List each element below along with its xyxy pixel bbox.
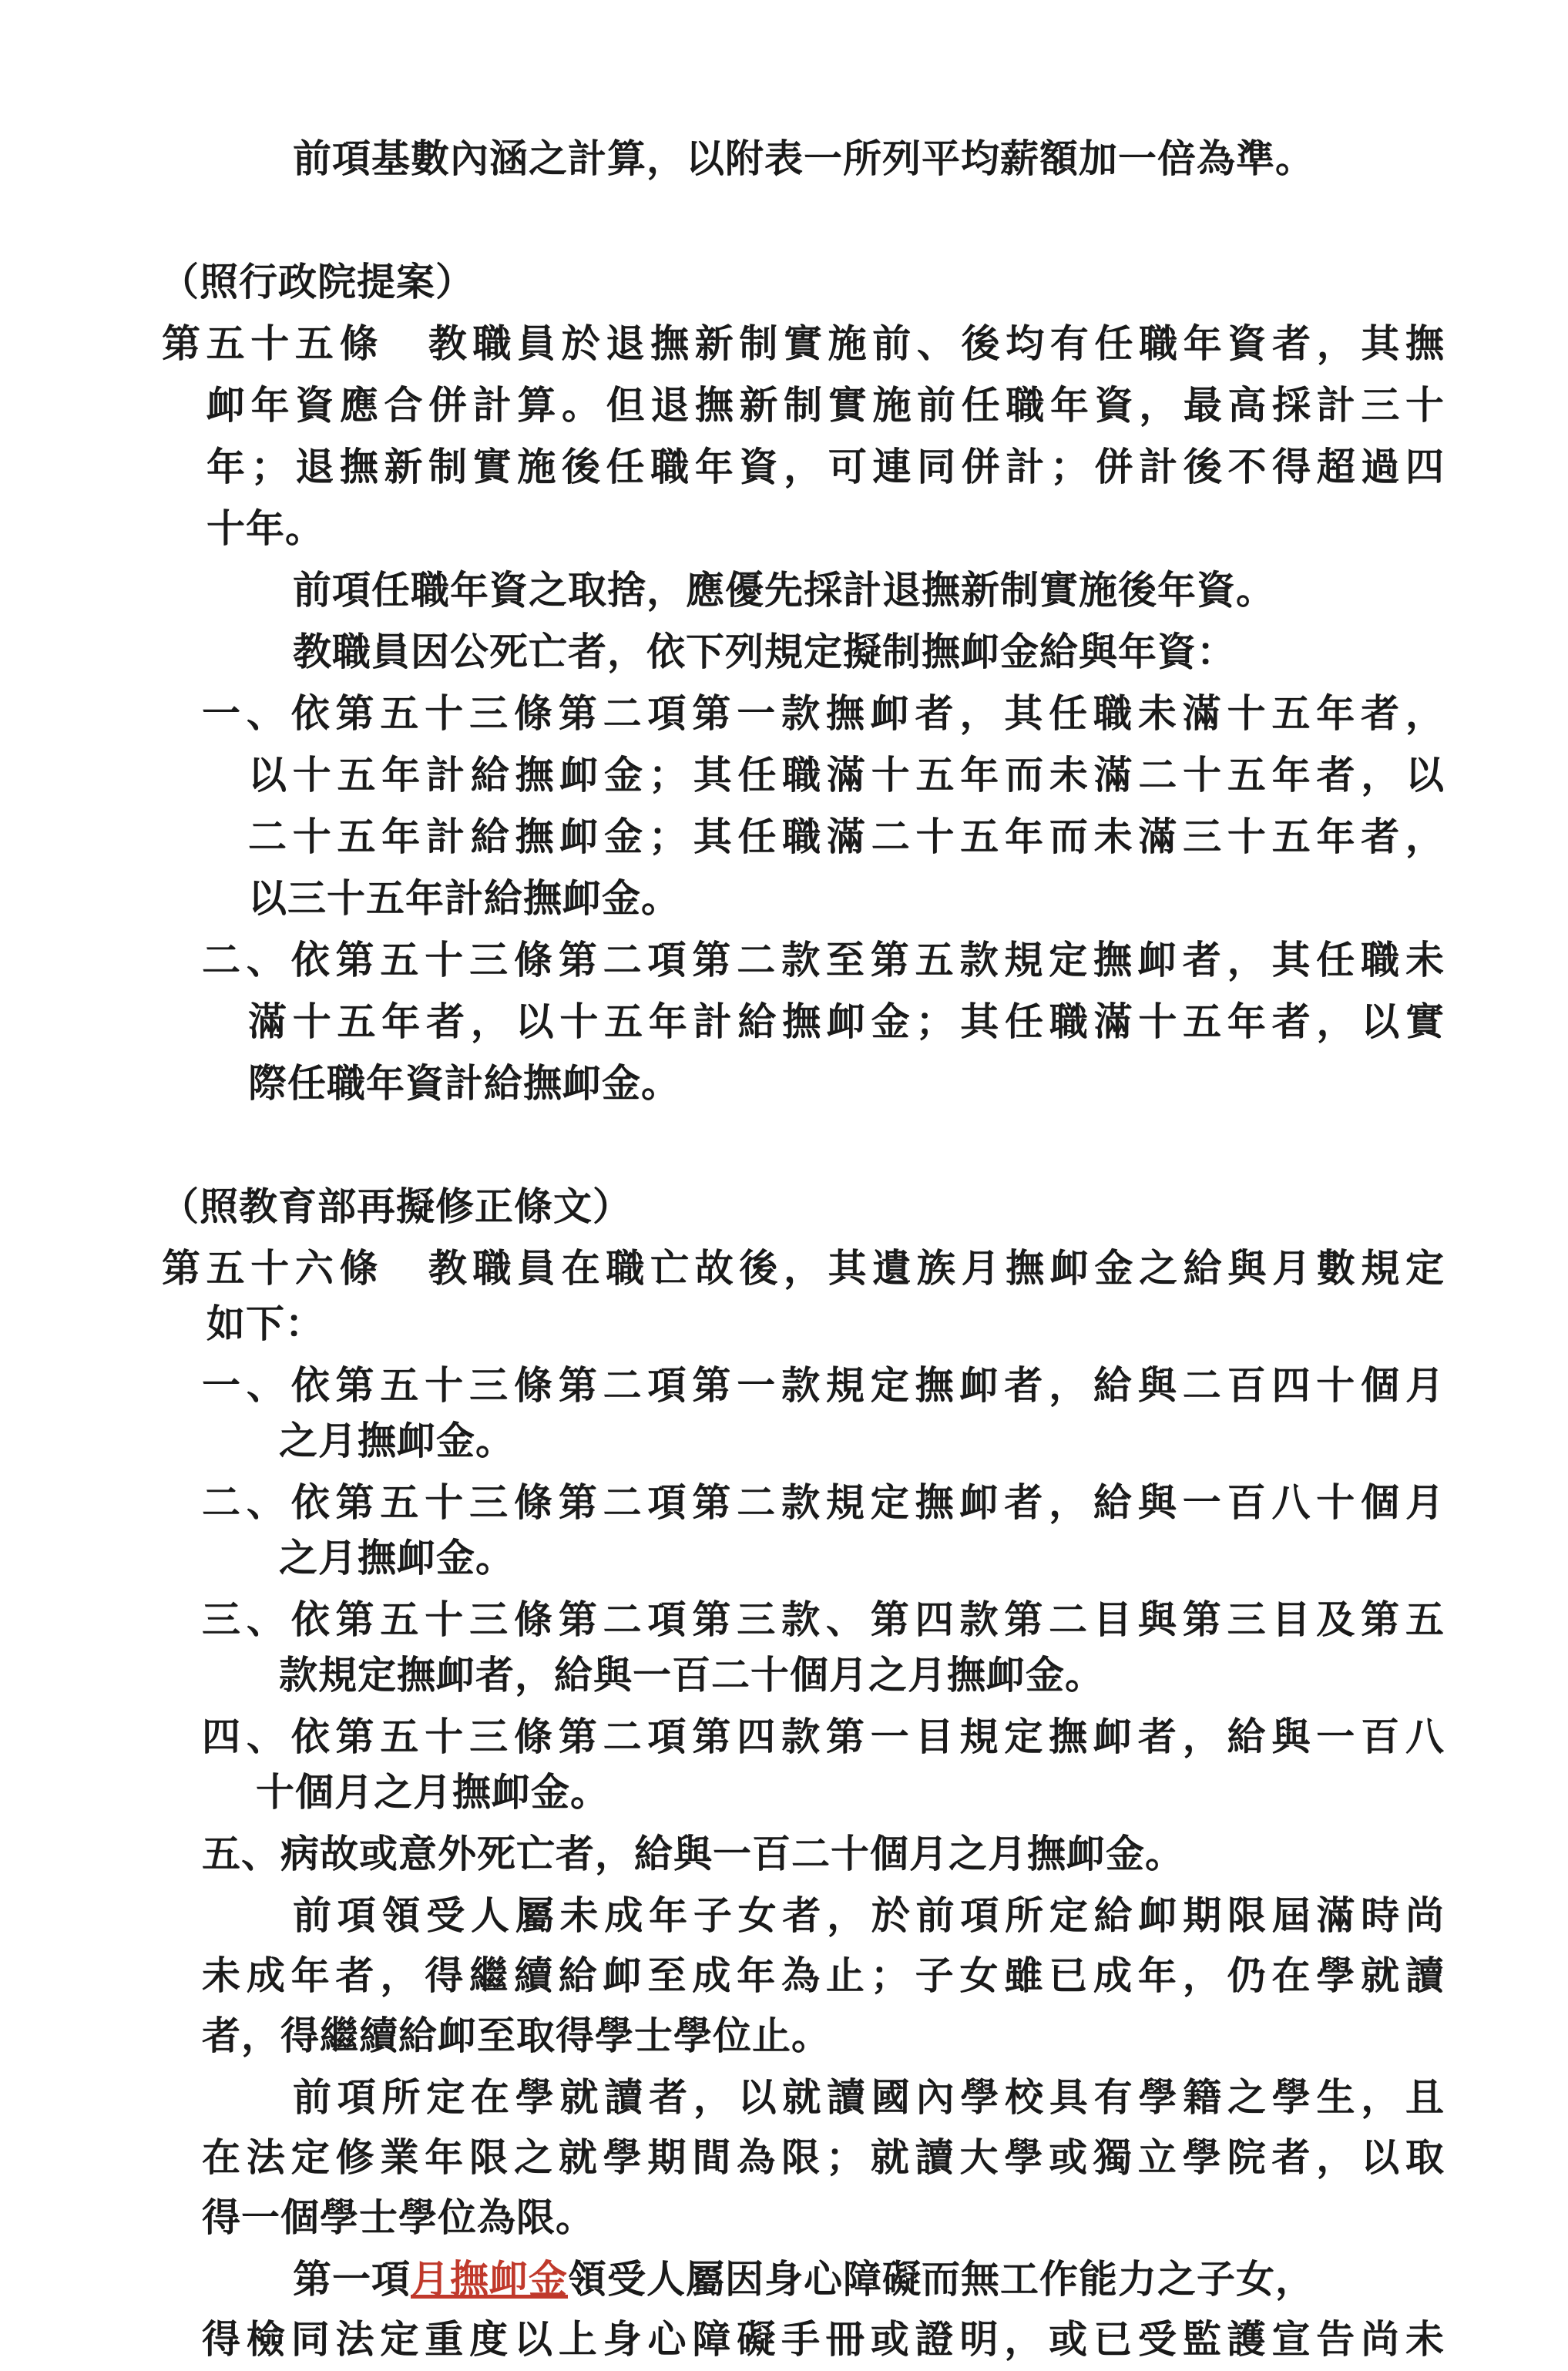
text-line: 以十五年計給撫卹金；其任職滿十五年而未滿二十五年者，以 xyxy=(248,752,1445,798)
text-line xyxy=(293,2248,1315,2310)
list-item: 一、依第五十三條第二項第一款撫卹者，其任職未滿十五年者， xyxy=(202,690,1445,736)
text-line: 得一個學士學位為限。 xyxy=(202,2195,595,2240)
article-55-line: 第五十五條 教職員於退撫新制實施前、後均有任職年資者，其撫 xyxy=(162,321,1445,366)
text-line: 在法定修業年限之就學期間為限；就讀大學或獨立學院者，以取 xyxy=(202,2134,1445,2180)
text-line: 如下： xyxy=(206,1301,324,1346)
text-line: 之月撫卹金。 xyxy=(279,1418,515,1463)
list-item: 五、病故或意外死亡者，給與一百二十個月之月撫卹金。 xyxy=(202,1831,1184,1876)
list-item: 四、依第五十三條第二項第四款第一目規定撫卹者，給與一百八 xyxy=(202,1714,1445,1759)
list-item: 三、依第五十三條第二項第三款、第四款第二目與第三目及第五 xyxy=(202,1597,1445,1642)
list-item: 二、依第五十三條第二項第二款規定撫卹者，給與一百八十個月 xyxy=(202,1479,1445,1525)
text-line: 款規定撫卹者，給與一百二十個月之月撫卹金。 xyxy=(279,1652,1104,1698)
text-line: 前項領受人屬未成年子女者，於前項所定給卹期限屆滿時尚 xyxy=(293,1892,1445,1938)
text-line: 得檢同法定重度以上身心障礙手冊或證明，或已受監護宣告尚未 xyxy=(202,2316,1445,2362)
section-heading: （照行政院提案） xyxy=(160,259,475,304)
text-line: 者，得繼續給卹至取得學士學位止。 xyxy=(202,2013,831,2058)
text-line: 十個月之月撫卹金。 xyxy=(256,1769,609,1815)
text-line: 十年。 xyxy=(206,505,324,551)
text-line: 教職員因公死亡者，依下列規定擬制撫卹金給與年資： xyxy=(293,629,1236,674)
list-item: 二、依第五十三條第二項第二款至第五款規定撫卹者，其任職未 xyxy=(202,937,1445,982)
text-line: 滿十五年者，以十五年計給撫卹金；其任職滿十五年者，以實 xyxy=(248,999,1445,1044)
text-line: 之月撫卹金。 xyxy=(279,1535,515,1580)
text-line: 年；退撫新制實施後任職年資，可連同併計；併計後不得超過四 xyxy=(206,444,1445,489)
text-segment: 第一項 xyxy=(293,2256,411,2302)
text-segment: 領受人屬因身心障礙而無工作能力之子女， xyxy=(568,2256,1315,2302)
section-heading: （照教育部再擬修正條文） xyxy=(160,1184,632,1229)
highlighted-term: 月撫卹金 xyxy=(411,2256,568,2302)
text-line: 前項所定在學就讀者，以就讀國內學校具有學籍之學生，且 xyxy=(293,2074,1445,2120)
text-line: 前項基數內涵之計算，以附表一所列平均薪額加一倍為準。 xyxy=(293,136,1315,181)
text-line: 前項任職年資之取捨，應優先採計退撫新制實施後年資。 xyxy=(293,567,1275,613)
article-56-line: 第五十六條 教職員在職亡故後，其遺族月撫卹金之給與月數規定 xyxy=(162,1245,1445,1291)
text-line: 以三十五年計給撫卹金。 xyxy=(248,875,680,921)
list-item: 一、依第五十三條第二項第一款規定撫卹者，給與二百四十個月 xyxy=(202,1362,1445,1408)
text-line: 未成年者，得繼續給卹至成年為止；子女雖已成年，仍在學就讀 xyxy=(202,1953,1445,1998)
text-line: 際任職年資計給撫卹金。 xyxy=(248,1060,680,1106)
text-line: 卹年資應合併計算。但退撫新制實施前任職年資，最高採計三十 xyxy=(206,382,1445,428)
text-line: 二十五年計給撫卹金；其任職滿二十五年而未滿三十五年者， xyxy=(248,814,1445,859)
